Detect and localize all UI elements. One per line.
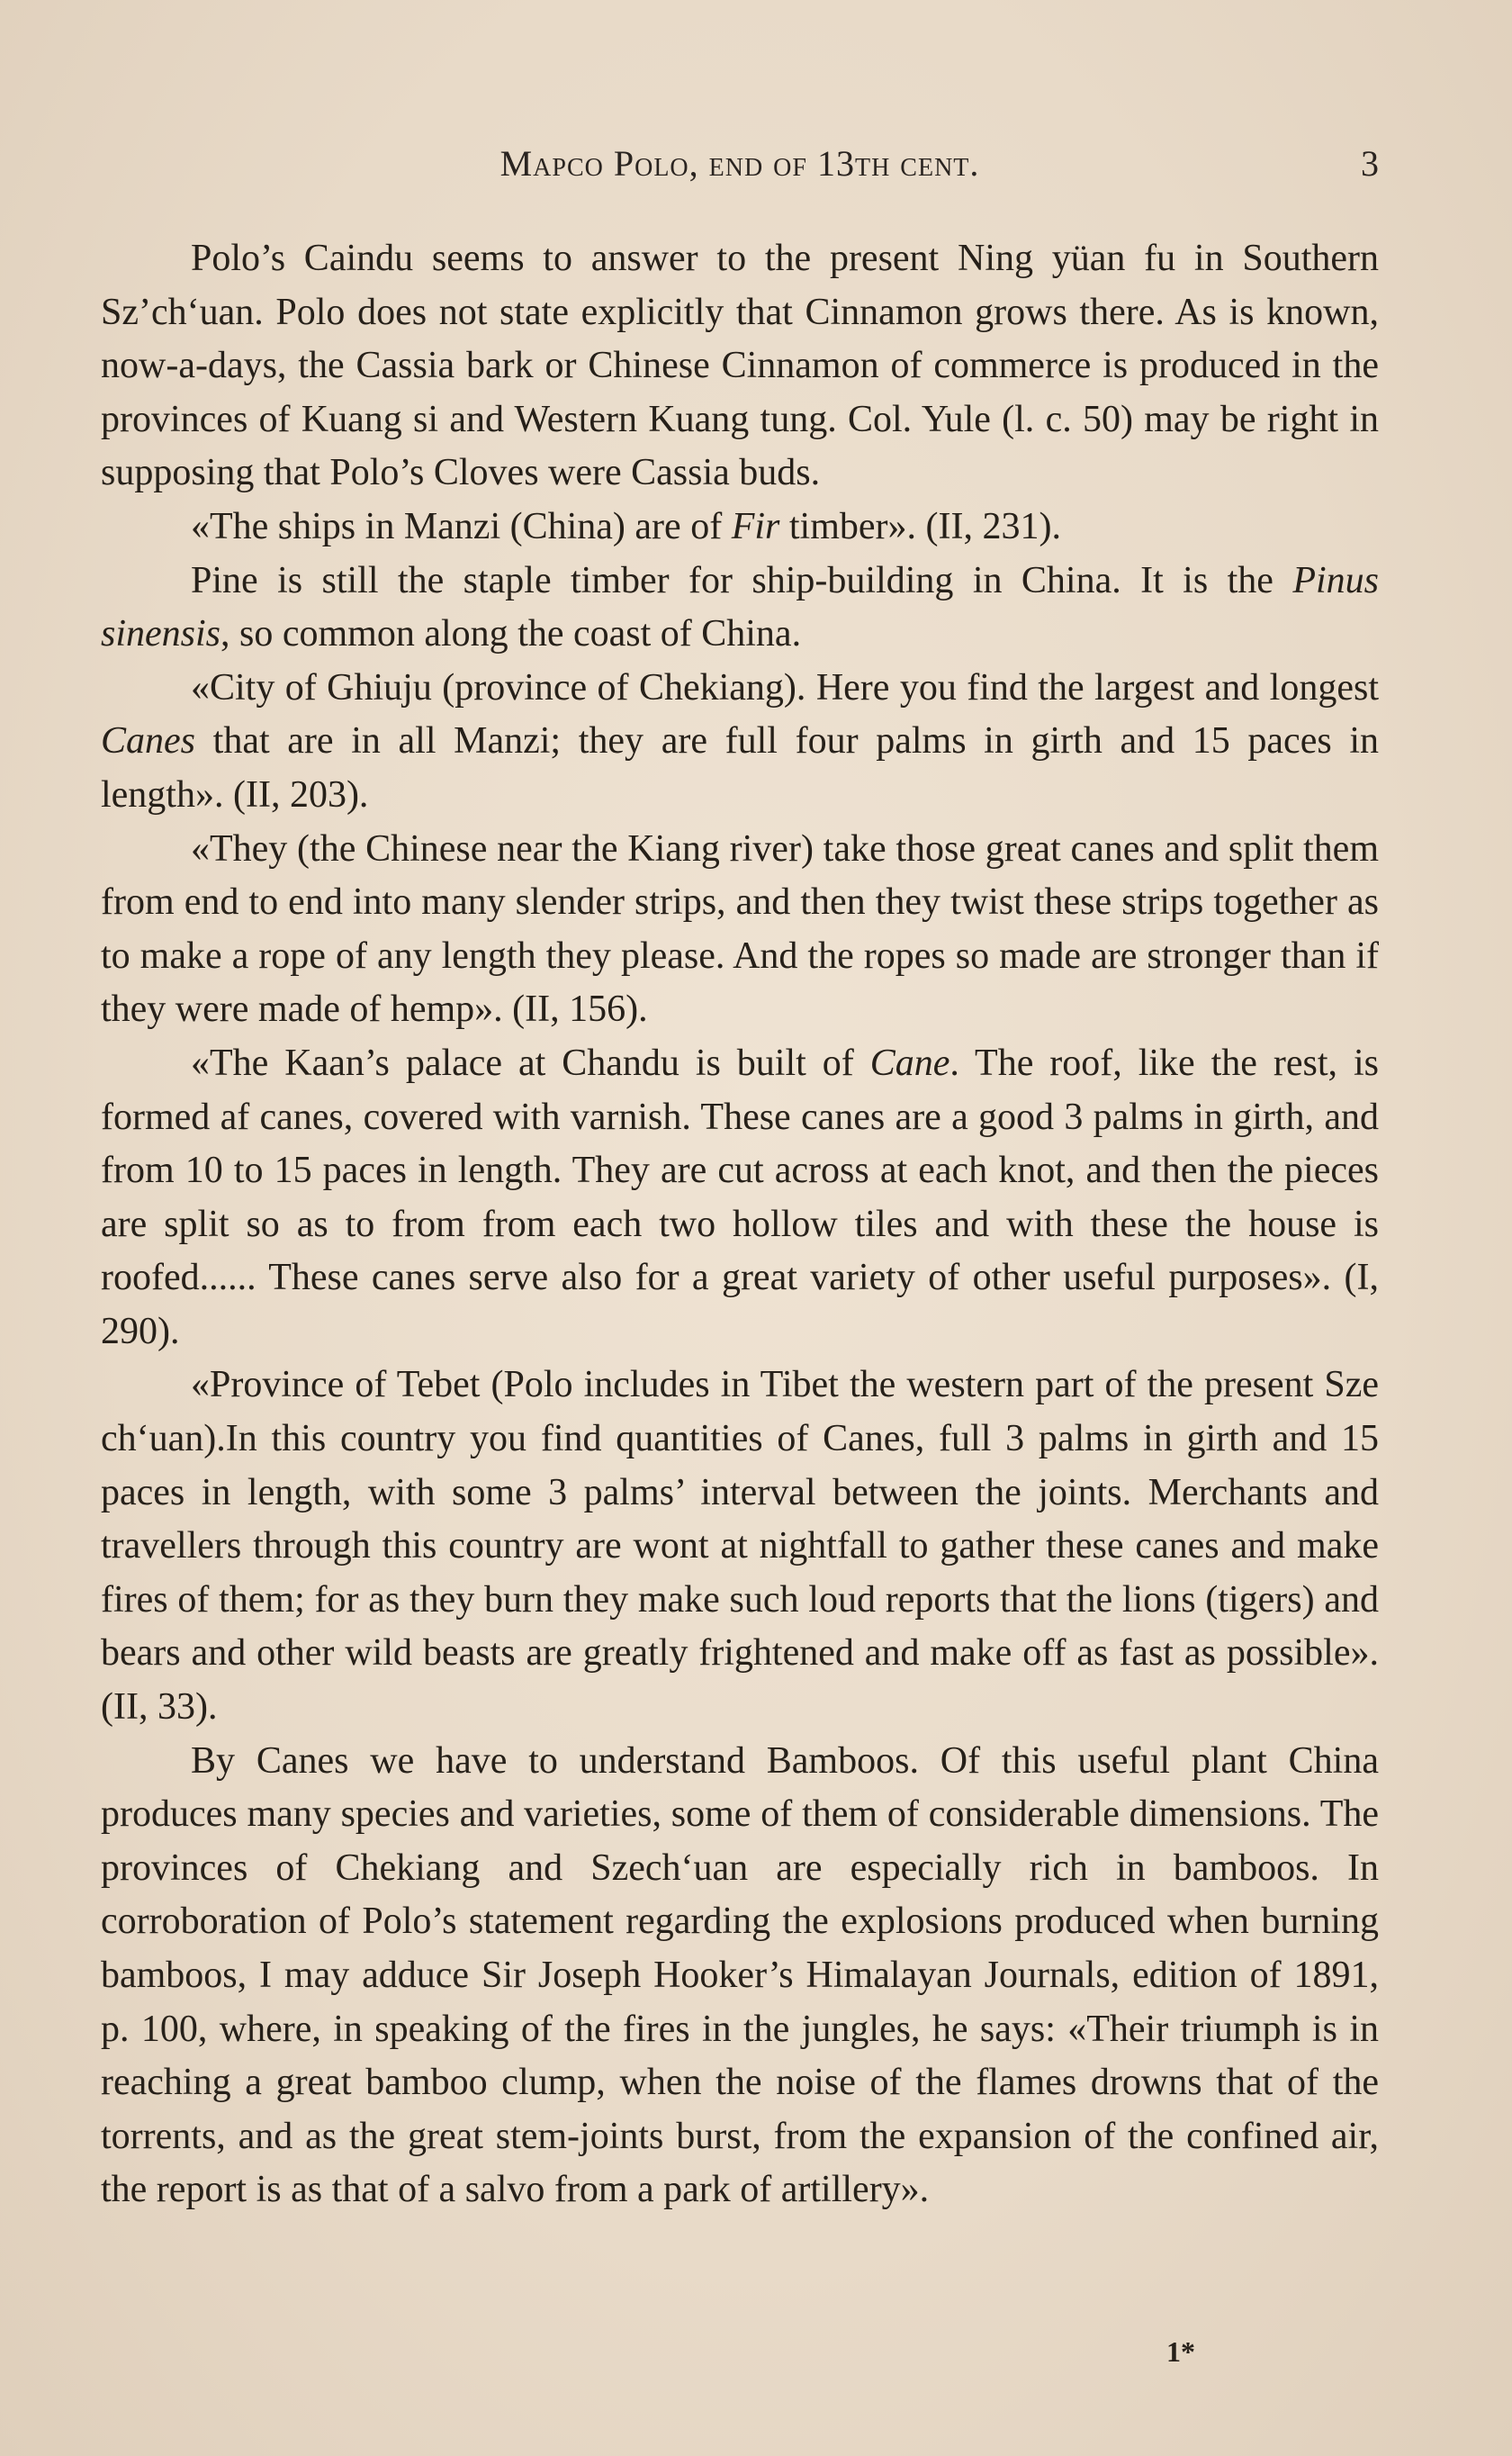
signature-mark: 1* [1166,2335,1195,2368]
text-run: «The Kaan’s palace at Chandu is built of [191,1042,870,1084]
text-run: , so common along the coast of China. [220,613,802,655]
text-run: By Canes we have to understand Bamboos. Of this useful plant China produces many species and varieties, some of them of considerable dimensions. The provinces of Chekiang and Szechʻuan are especially rich in bamboos. In corroboration of Polo’s statement regarding the explosions produced when burning bamboos, I may adduce Sir Joseph Hooker’s Himalayan Journals, edition of 1891, p. 100, where, in speaking of the fires in the jungles, he says: «Their triumph is in reaching a great bamboo clump, when the noise of the flames drowns that of the torrents, and as the great stem-joints burst, from the expansion of the confined air, the report is as that of a salvo from a park of artillery». [101,1739,1379,2211]
paragraph [101,1735,1379,2217]
italic-term: Cane [869,1042,950,1084]
paragraph [101,1037,1379,1359]
text-run: «Province of Tebet (Polo includes in Tibet the western part of the present Sze chʻuan).In this country you find quantities of Canes, full 3 palms in girth and 15 paces in length, with some 3 palms’ interval between the joints. Merchants and travellers through this country are wont at nightfall to gather these canes and make fires of them; for as they burn they make such loud reports that the lions (tigers) and bears and other wild beasts are greatly frightened and make off as fast as possible». (II, 33). [101,1364,1379,1729]
text-run: «The ships in Manzi (China) are of [191,505,732,547]
text-run: timber». (II, 231). [779,505,1061,547]
text-run: «They (the Chinese near the Kiang river) take those great canes and split them from end to end into many slender strips, and then they twist these strips together as to make a rope of any length they please. And the ropes so made are stronger than if they were made of hemp». (II, 156). [101,827,1379,1031]
page-number: 3 [1361,143,1379,184]
body-text [101,232,1379,2217]
paragraph [101,232,1379,501]
italic-term: Pinus sinensis [101,559,1379,655]
paragraph [101,823,1379,1037]
italic-term: Canes [101,720,195,763]
paragraph [101,662,1379,823]
italic-term: Fir [731,505,780,547]
paragraph [101,1359,1379,1734]
text-run: . The roof, like the rest, is formed af canes, covered with varnish. These canes are a good 3 palms in girth, and from 10 to 15 paces in length. They are cut across at each knot, and then the pieces are split so as to from from each two hollow tiles and with these the house is roofed...... These canes serve also for a great variety of other useful purposes». (I, 290). [101,1042,1379,1352]
text-run: «City of Ghiuju (province of Chekiang). Here you find the largest and longest [191,666,1379,709]
paragraph [101,501,1379,555]
page-header [101,142,1379,196]
text-run: that are in all Manzi; they are full four palms in girth and 15 paces in length». (II, 203). [101,720,1379,816]
paragraph [101,555,1379,662]
running-title: Mapco Polo, end of 13th cent. [500,143,980,184]
text-run: Pine is still the staple timber for ship-building in China. It is the [191,559,1293,601]
text-run: Polo’s Caindu seems to answer to the present Ning yüan fu in Southern Sz’chʻuan. Polo does not state explicitly that Cinnamon grows there. As is known, now-a-days, the Cassia bark or Chinese Cinnamon of commerce is produced in the provinces of Kuang si and Western Kuang tung. Col. Yule (l. c. 50) may be right in supposing that Polo’s Cloves were Cassia buds. [101,238,1379,494]
